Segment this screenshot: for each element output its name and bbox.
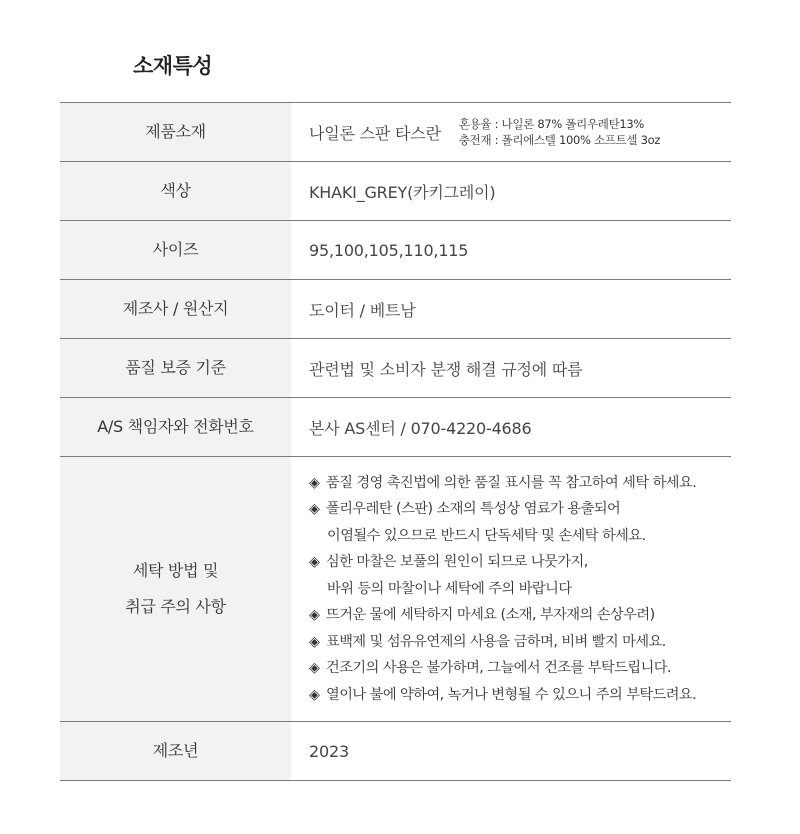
list-item: ◈ 폴리우레탄 (스판) 소재의 특성상 염료가 용출되어 <box>309 496 696 523</box>
row-value: 본사 AS센터 / 070-4220-4686 <box>309 418 532 438</box>
row-label <box>60 457 291 721</box>
row-label: 제조년 <box>60 722 291 780</box>
list-item: 바위 등의 마찰이나 세탁에 주의 바랍니다 <box>327 580 572 597</box>
row-label: 품질 보증 기준 <box>60 339 291 397</box>
table-row-as-contact <box>60 398 731 457</box>
row-value: 95,100,105,110,115 <box>309 240 469 260</box>
row-value: 도이터 / 베트남 <box>309 300 416 320</box>
list-item: ◈ 열이나 불에 약하여, 녹거나 변형될 수 있으니 주의 부탁드려요. <box>309 682 696 709</box>
diamond-bullet-icon: ◈ <box>309 660 320 677</box>
spec-table <box>60 102 731 781</box>
table-row-care <box>60 457 731 722</box>
table-row-manufacturer <box>60 280 731 339</box>
material-composition <box>459 116 660 148</box>
row-label: 제조사 / 원산지 <box>60 280 291 338</box>
blend-ratio: 혼용율 : 나일론 87% 폴리우레탄13% <box>458 117 645 131</box>
table-row-material <box>60 103 731 162</box>
row-label: 사이즈 <box>60 221 291 279</box>
diamond-bullet-icon: ◈ <box>309 607 320 624</box>
care-label-line: 취급 주의 사항 <box>125 597 226 616</box>
list-item: 이염될수 있으므로 반드시 단독세탁 및 손세탁 하세요. <box>327 527 646 544</box>
list-item: ◈ 표백제 및 섬유유연제의 사용을 금하며, 비벼 빨지 마세요. <box>309 629 696 656</box>
row-label: 제품소재 <box>60 103 291 161</box>
diamond-bullet-icon: ◈ <box>309 474 320 491</box>
table-row-size <box>60 221 731 280</box>
row-value <box>291 457 731 721</box>
section-title: 소재특성 <box>133 54 213 78</box>
diamond-bullet-icon: ◈ <box>309 554 320 571</box>
table-row-manufacture-year <box>60 722 731 781</box>
list-item: ◈ 품질 경영 촉진법에 의한 품질 표시를 꼭 참고하여 세탁 하세요. <box>309 470 696 497</box>
diamond-bullet-icon: ◈ <box>309 686 320 703</box>
table-row-warranty <box>60 339 731 398</box>
care-label-line: 세탁 방법 및 <box>132 561 219 580</box>
care-instructions-list <box>309 470 696 709</box>
list-item: ◈ 심한 마찰은 보풀의 원인이 되므로 나뭇가지, <box>309 549 696 576</box>
row-value: 관련법 및 소비자 분쟁 해결 규정에 따름 <box>309 359 583 379</box>
row-value <box>291 103 731 161</box>
list-item: ◈ 뜨거운 물에 세탁하지 마세요 (소재, 부자재의 손상우려) <box>309 602 696 629</box>
diamond-bullet-icon: ◈ <box>309 501 320 518</box>
list-item: ◈ 건조기의 사용은 불가하며, 그늘에서 건조를 부탁드립니다. <box>309 655 696 682</box>
row-label: A/S 책임자와 전화번호 <box>60 398 291 456</box>
row-label: 색상 <box>60 162 291 220</box>
row-value: KHAKI_GREY(카키그레이) <box>309 182 496 202</box>
table-row-color <box>60 162 731 221</box>
material-value: 나일론 스판 타스란 <box>309 123 441 143</box>
filling: 충전재 : 폴리에스텔 100% 소프트셀 3oz <box>458 133 661 147</box>
row-value: 2023 <box>309 741 349 761</box>
diamond-bullet-icon: ◈ <box>309 633 320 650</box>
